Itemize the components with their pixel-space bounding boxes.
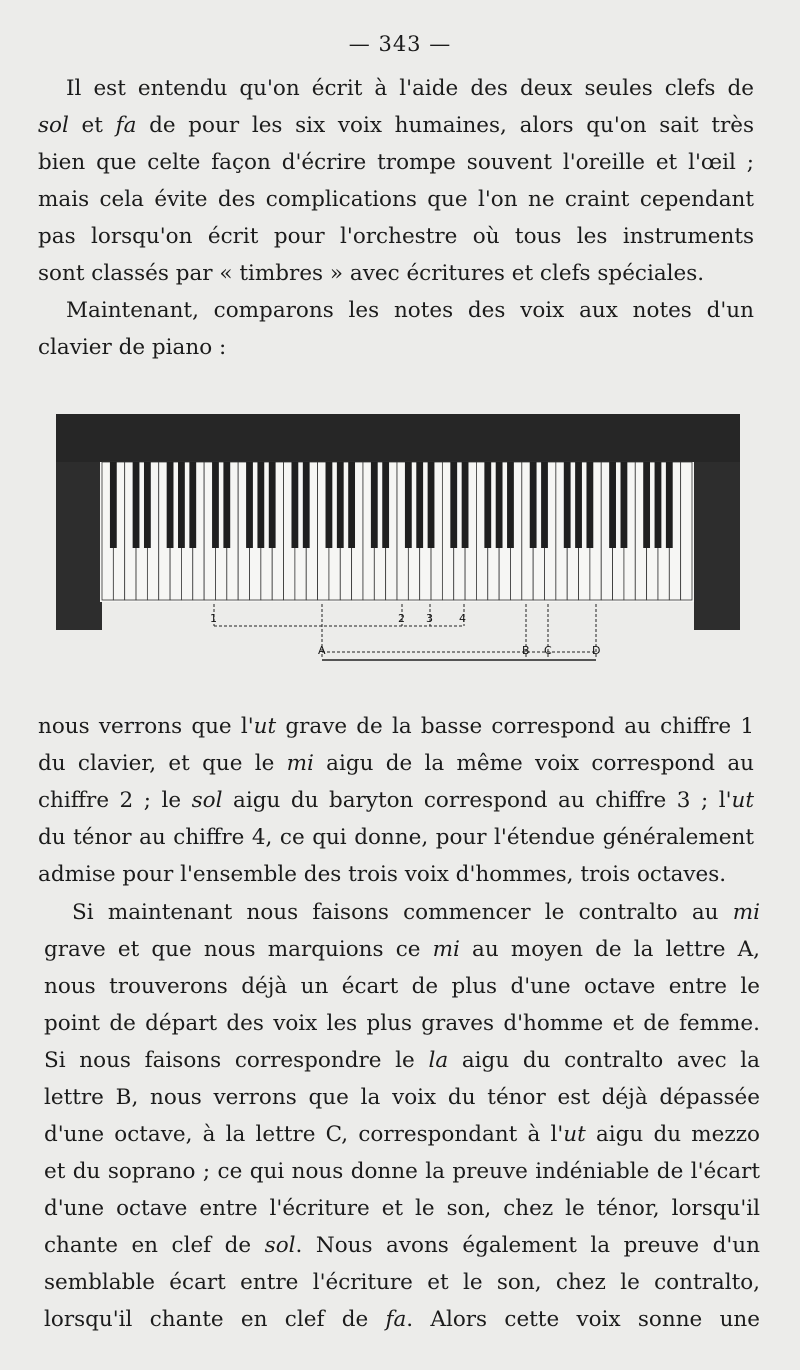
text-line: pas lorsqu'on écrit pour l'orchestre où tous les instruments — [38, 224, 754, 249]
italic-word: mi — [732, 900, 760, 925]
text-line — [44, 931, 760, 968]
black-key — [484, 462, 491, 548]
text-fragment: aigu du baryton correspond au chiffre 3 ; l' — [222, 788, 732, 813]
page-number: — 343 — — [348, 32, 452, 56]
black-key — [507, 462, 514, 548]
text-line: mais cela évite des complications que l'on ne craint cependant — [38, 187, 754, 212]
text-fragment: de pour les six voix humaines, alors qu'on sait très — [136, 113, 754, 138]
text-fragment: lorsqu'il chante en clef de — [44, 1307, 386, 1332]
black-key — [189, 462, 196, 548]
text-line — [44, 1301, 760, 1338]
text-line: clavier de piano : — [38, 335, 227, 360]
black-key — [416, 462, 423, 548]
text-line: bien que celte façon d'écrire trompe souvent l'oreille et l'œil ; — [38, 150, 754, 175]
text-line — [44, 894, 760, 931]
text-line — [38, 745, 754, 782]
keyboard-lid — [56, 414, 740, 462]
black-key — [337, 462, 344, 548]
black-key — [348, 462, 355, 548]
text-fragment: . Alors cette voix sonne une — [406, 1307, 760, 1332]
black-key — [655, 462, 662, 548]
text-line: admise pour l'ensemble des trois voix d'hommes, trois octaves. — [38, 862, 727, 887]
text-fragment: aigu du mezzo — [585, 1122, 760, 1147]
text-fragment: chante en clef de — [44, 1233, 265, 1258]
paragraph-comparison — [38, 292, 754, 366]
text-line: et du soprano ; ce qui nous donne la preuve indéniable de l'écart — [44, 1159, 760, 1184]
white-key — [681, 462, 692, 600]
black-key — [462, 462, 469, 548]
italic-word: ut — [563, 1122, 586, 1147]
label-a: A — [318, 644, 326, 657]
black-key — [450, 462, 457, 548]
text-fragment: d'une octave, à la lettre C, correspondant à l' — [44, 1122, 564, 1147]
label-1: 1 — [210, 612, 217, 625]
italic-word: fa — [115, 113, 137, 138]
label-b: B — [522, 644, 530, 657]
black-key — [371, 462, 378, 548]
italic-word: sol — [264, 1233, 296, 1258]
text-fragment: Si nous faisons correspondre le — [44, 1048, 429, 1073]
italic-word: mi — [286, 751, 314, 776]
text-line — [44, 1042, 760, 1079]
text-line — [44, 1116, 760, 1153]
black-key — [643, 462, 650, 548]
text-fragment: au moyen de la lettre A, — [459, 937, 760, 962]
text-line — [38, 708, 754, 745]
text-line: d'une octave entre l'écriture et le son, chez le ténor, lorsqu'il — [44, 1196, 760, 1221]
black-key — [530, 462, 537, 548]
black-key — [167, 462, 174, 548]
text-fragment: du clavier, et que le — [38, 751, 287, 776]
black-key — [541, 462, 548, 548]
black-key — [110, 462, 117, 548]
text-line: sont classés par « timbres » avec écritures et clefs spéciales. — [38, 261, 705, 286]
text-fragment: grave de la basse correspond au chiffre 1 — [276, 714, 754, 739]
paragraph-bass-range — [38, 708, 754, 893]
italic-word: sol — [38, 113, 69, 138]
label-d: D — [592, 644, 601, 657]
italic-word: mi — [432, 937, 460, 962]
text-fragment: aigu de la même voix correspond au — [313, 751, 755, 776]
black-key — [621, 462, 628, 548]
black-key — [405, 462, 412, 548]
piano-keyboard-figure — [56, 414, 740, 674]
text-line: semblable écart entre l'écriture et le son, chez le contralto, — [44, 1270, 760, 1295]
text-fragment: chiffre 2 ; le — [38, 788, 192, 813]
italic-word: la — [428, 1048, 449, 1073]
text-fragment: nous verrons que l' — [38, 714, 254, 739]
text-fragment: aigu du contralto avec la — [448, 1048, 760, 1073]
label-c: C — [544, 644, 552, 657]
black-key — [575, 462, 582, 548]
italic-word: ut — [253, 714, 277, 739]
italic-word: sol — [191, 788, 223, 813]
text-line — [38, 107, 754, 144]
text-line: Il est entendu qu'on écrit à l'aide des deux seules clefs de — [66, 76, 754, 101]
label-2: 2 — [398, 612, 405, 625]
black-key — [246, 462, 253, 548]
black-key — [326, 462, 333, 548]
text-fragment: grave et que nous marquions ce — [44, 937, 433, 962]
italic-word: ut — [731, 788, 754, 813]
black-key — [291, 462, 298, 548]
black-key — [212, 462, 219, 548]
italic-word: fa — [385, 1307, 407, 1332]
piano-keyboard-svg — [56, 414, 740, 674]
black-key — [428, 462, 435, 548]
text-line: lettre B, nous verrons que la voix du ténor est déjà dépassée — [44, 1085, 760, 1110]
black-key — [133, 462, 140, 548]
text-fragment: Si maintenant nous faisons commencer le contralto au — [72, 900, 733, 925]
black-key — [257, 462, 264, 548]
black-key — [666, 462, 673, 548]
text-line: Maintenant, comparons les notes des voix aux notes d'un — [66, 298, 754, 323]
text-line: point de départ des voix les plus graves d'homme et de femme. — [44, 1011, 760, 1036]
black-key — [144, 462, 151, 548]
black-key — [609, 462, 616, 548]
black-key — [564, 462, 571, 548]
black-key — [303, 462, 310, 548]
paragraph-clefs — [38, 70, 754, 292]
black-key — [269, 462, 276, 548]
black-key — [178, 462, 185, 548]
black-key — [496, 462, 503, 548]
black-key — [223, 462, 230, 548]
label-4: 4 — [459, 612, 466, 625]
paragraph-contralto — [44, 894, 760, 1338]
black-key — [586, 462, 593, 548]
label-3: 3 — [426, 612, 433, 625]
text-line: nous trouverons déjà un écart de plus d'une octave entre le — [44, 974, 760, 999]
text-line — [44, 1227, 760, 1264]
text-line — [38, 782, 754, 819]
text-fragment: et — [68, 113, 116, 138]
text-line: du ténor au chiffre 4, ce qui donne, pour l'étendue généralement — [38, 825, 754, 850]
text-fragment: . Nous avons également la preuve d'un — [295, 1233, 760, 1258]
black-key — [382, 462, 389, 548]
